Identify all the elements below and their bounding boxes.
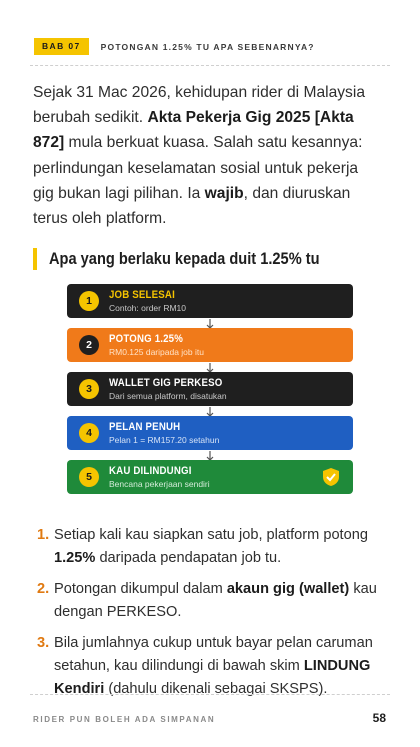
flow-step <box>67 416 353 450</box>
list-item-text: (dahulu dikenali sebagai SKSPS). <box>104 680 328 697</box>
list-item <box>34 578 384 623</box>
chapter-title: POTONGAN 1.25% TU APA SEBENARNYA? <box>100 41 315 52</box>
list-item <box>34 524 384 569</box>
flow-step <box>67 284 353 318</box>
flow-step <box>67 328 353 362</box>
step-text <box>109 465 210 490</box>
step-text <box>109 421 219 446</box>
footer-book-title: RIDER PUN BOLEH ADA SIMPANAN <box>33 715 216 724</box>
list-item-number: 3. <box>37 635 50 652</box>
step-text <box>109 289 186 314</box>
step-label: PELAN PENUH <box>109 420 181 433</box>
list-item-text: Setiap kali kau siapkan satu job, platform potong <box>54 527 368 543</box>
list-item-number: 1. <box>37 527 50 543</box>
step-number-badge: 3 <box>79 379 99 399</box>
intro-text-1: Sejak 31 Mac 2026, kehidupan rider di Malaysia berubah sedikit. <box>33 84 365 127</box>
list-item <box>34 632 384 700</box>
step-number-badge: 5 <box>79 467 99 487</box>
step-label: JOB SELESAI <box>109 288 175 301</box>
step-text <box>109 333 204 358</box>
flow-diagram <box>67 284 353 504</box>
intro-paragraph <box>33 80 383 231</box>
shield-check-icon <box>321 467 341 487</box>
list-item-bold: LINDUNG Kendiri <box>54 657 371 697</box>
step-subtitle: Contoh: order RM10 <box>109 302 187 313</box>
list-item-text: daripada pendapatan job tu. <box>95 549 282 566</box>
step-subtitle: RM0.125 daripada job itu <box>109 346 204 357</box>
list-item-text: Potongan dikumpul dalam <box>54 581 227 598</box>
list-item-text: Bila jumlahnya cukup untuk bayar pelan caruman setahun, kau dilindungi di bawah skim <box>54 635 373 674</box>
section-title: Apa yang berlaku kepada duit 1.25% tu <box>49 249 320 268</box>
intro-bold-wajib: wajib <box>204 184 244 202</box>
chapter-header <box>34 38 388 55</box>
section-accent-bar <box>33 248 37 270</box>
step-label: POTONG 1.25% <box>109 332 184 345</box>
flow-step <box>67 372 353 406</box>
list-item-text: kau dengan PERKESO. <box>54 581 377 620</box>
step-text <box>109 377 238 402</box>
header-divider <box>30 65 390 66</box>
explanation-list <box>34 524 384 709</box>
step-subtitle: Dari semua platform, disatukan <box>109 390 227 401</box>
section-heading <box>33 246 364 272</box>
page-number: 58 <box>372 711 386 725</box>
step-subtitle: Pelan 1 = RM157.20 setahun <box>109 434 220 445</box>
list-item-bold: 1.25% <box>54 549 96 566</box>
chapter-badge: BAB 07 <box>34 38 89 55</box>
step-number-badge: 1 <box>79 291 99 311</box>
intro-bold-act: Akta Pekerja Gig 2025 [Akta 872] <box>33 109 354 152</box>
list-item-bold: akaun gig (wallet) <box>226 581 350 598</box>
step-label: KAU DILINDUNGI <box>109 464 192 477</box>
list-item-number: 2. <box>37 581 50 598</box>
step-number-badge: 4 <box>79 423 99 443</box>
intro-text-3: , dan diuruskan terus oleh platform. <box>33 184 351 228</box>
step-subtitle: Bencana pekerjaan sendiri <box>109 478 210 489</box>
intro-text-2: mula berkuat kuasa. Salah satu kesannya: perlindungan keselamatan sosial untuk pekerja gig bukan lagi pilihan. Ia <box>33 134 363 202</box>
step-label: WALLET GIG PERKESO <box>109 376 223 389</box>
step-number-badge: 2 <box>79 335 99 355</box>
footer-divider <box>30 694 390 695</box>
flow-step <box>67 460 353 494</box>
